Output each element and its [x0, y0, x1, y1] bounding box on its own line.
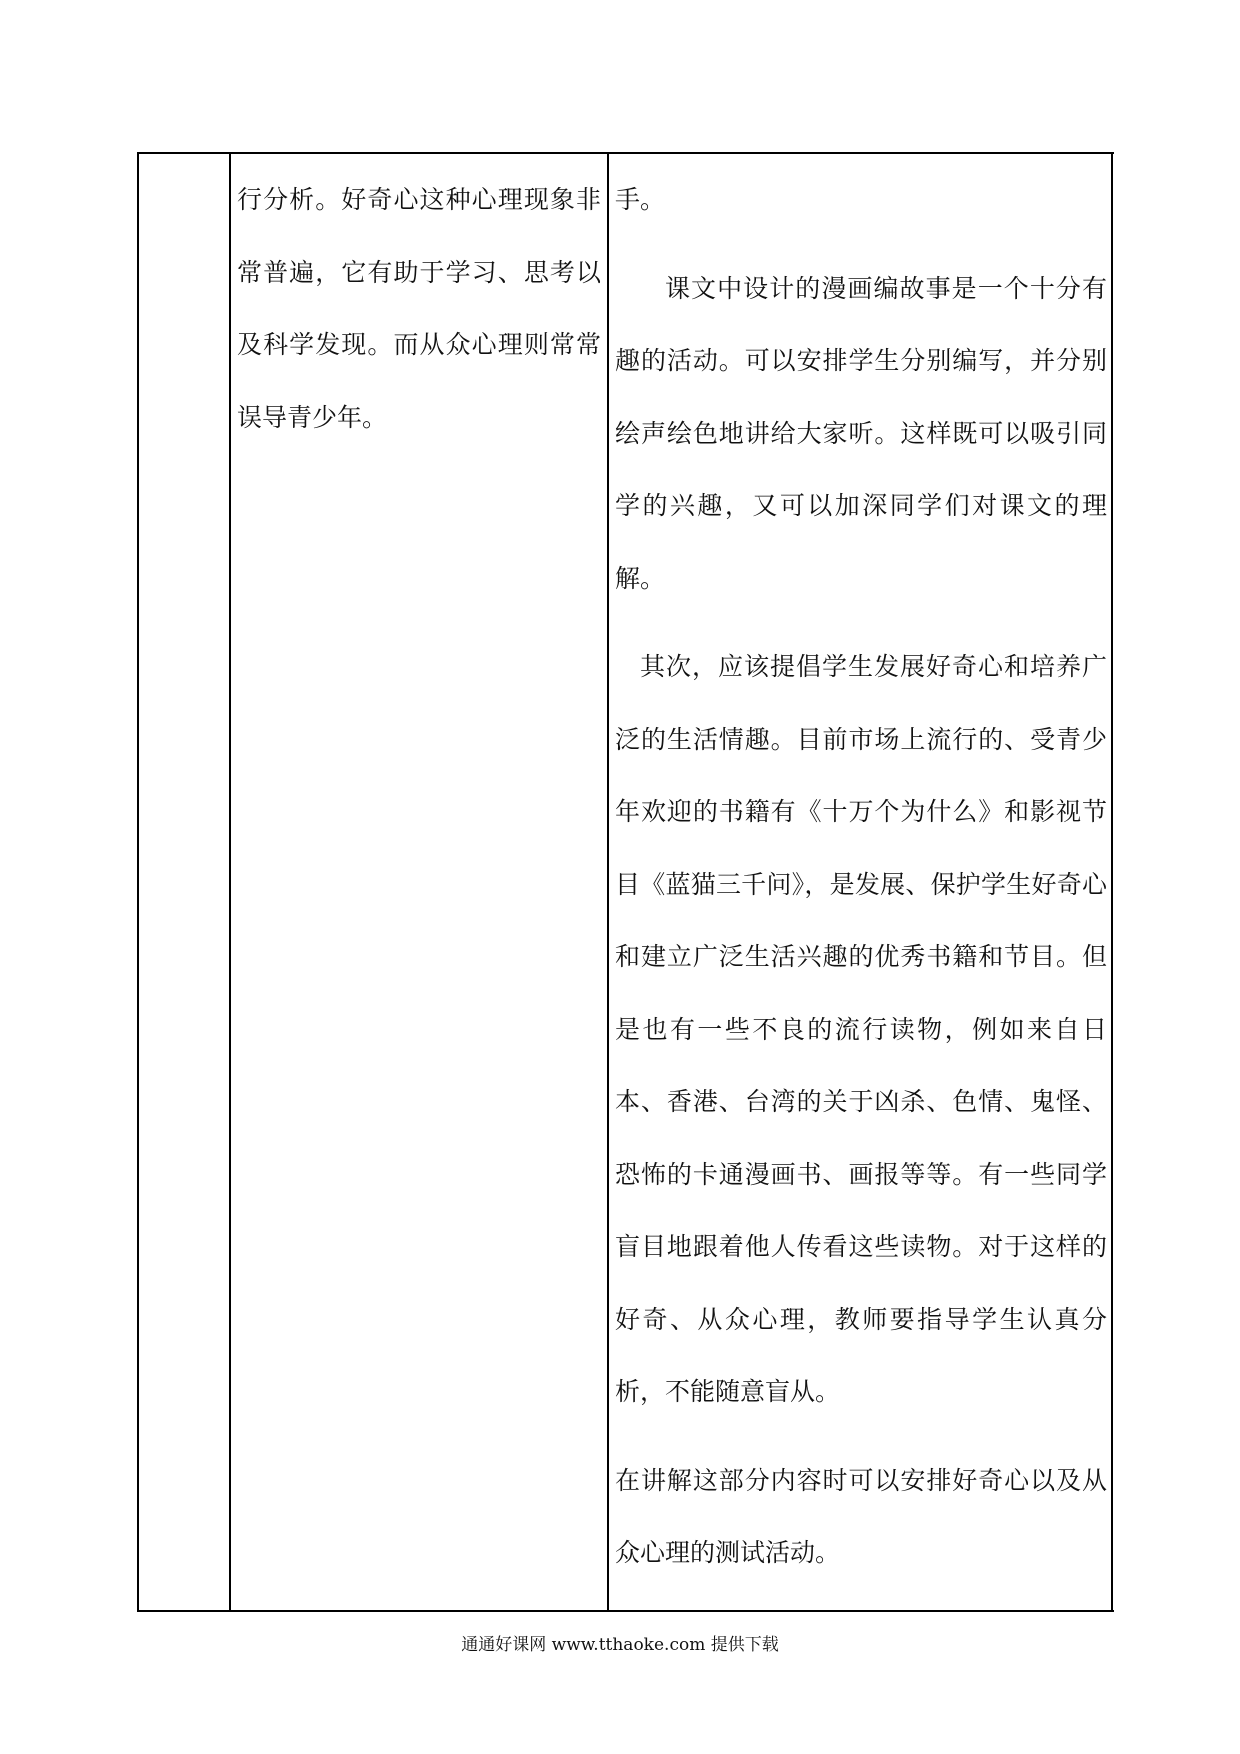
table-border-right	[1111, 154, 1113, 1610]
content-column	[237, 154, 601, 454]
teaching-notes-column	[615, 154, 1107, 1590]
notes-paragraph-1: 手。	[615, 185, 666, 214]
content-paragraph: 行分析。好奇心这种心理现象非常普遍，它有助于学习、思考以及科学发现。而从众心理则常常误导青少年。	[237, 185, 601, 432]
notes-paragraph-3: 其次，应该提倡学生发展好奇心和培养广泛的生活情趣。目前市场上流行的、受青少年欢迎的书籍有《十万个为什么》和影视节目《蓝猫三千问》，是发展、保护学生好奇心和建立广泛生活兴趣的优秀书籍和节目。但是也有一些不良的流行读物，例如来自日本、香港、台湾的关于凶杀、色情、鬼怪、恐怖的卡通漫画书、画报等等。有一些同学盲目地跟着他人传看这些读物。对于这样的好奇、从众心理，教师要指导学生认真分析，不能随意盲从。	[615, 652, 1107, 1406]
table-column-divider-2	[607, 154, 609, 1610]
notes-paragraph-2: 课文中设计的漫画编故事是一个十分有趣的活动。可以安排学生分别编写，并分别绘声绘色地讲给大家听。这样既可以吸引同学的兴趣，又可以加深同学们对课文的理解。	[615, 273, 1107, 593]
notes-paragraph-4: 在讲解这部分内容时可以安排好奇心以及从众心理的测试活动。	[615, 1465, 1107, 1567]
table-column-divider-1	[229, 154, 231, 1610]
table-border-left	[137, 154, 139, 1610]
page-footer: 通通好课网 www.tthaoke.com 提供下载	[461, 1635, 779, 1655]
lesson-table	[137, 152, 1114, 1612]
